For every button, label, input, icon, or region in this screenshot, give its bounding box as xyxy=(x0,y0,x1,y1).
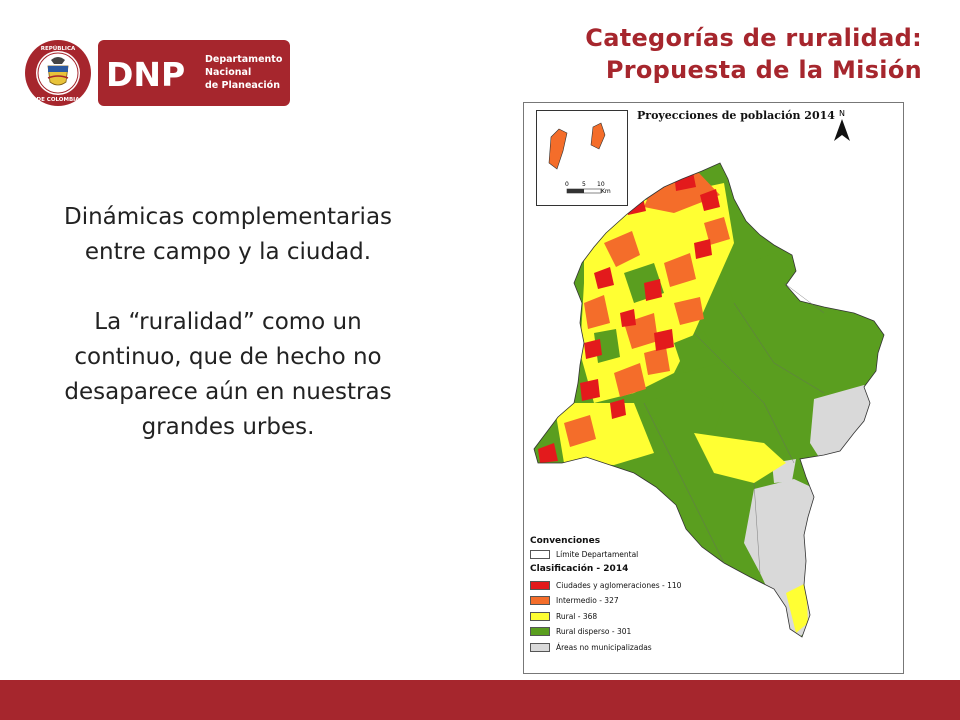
inset-map-islands xyxy=(536,110,628,206)
map-title: Proyecciones de población 2014 xyxy=(637,109,835,122)
legend-row-rural xyxy=(530,609,790,625)
legend-swatch-boundary xyxy=(530,550,550,559)
legend-row-ciudades xyxy=(530,578,790,594)
population-map-figure xyxy=(523,102,904,674)
slide-title xyxy=(422,22,922,86)
scale-label-unit: Km xyxy=(601,188,611,195)
body-paragraph-2: La “ruralidad” como un continuo, que de hecho no desaparece aún en nuestras grandes urbes. xyxy=(64,309,392,440)
legend-swatch-rural-disperso xyxy=(530,627,550,636)
logo-acronym: DNP xyxy=(106,55,186,94)
legend-heading: Convenciones xyxy=(530,536,601,546)
body-paragraph-1: Dinámicas complementarias entre campo y la ciudad. xyxy=(63,204,393,265)
legend-row-no-municipalizadas xyxy=(530,640,790,656)
legend-swatch-intermedio xyxy=(530,596,550,605)
scale-label-10: 10 xyxy=(597,181,605,188)
north-arrow-icon xyxy=(830,107,854,143)
footer-bar xyxy=(0,680,960,720)
legend-label-rural-disperso: Rural disperso - 301 xyxy=(556,627,632,637)
slide-title-line-2: Propuesta de la Misión xyxy=(605,56,922,84)
seal-bottom-text: DE COLOMBIA xyxy=(36,97,80,103)
scale-label-0: 0 xyxy=(565,181,569,188)
legend-label-ciudades: Ciudades y aglomeraciones - 110 xyxy=(556,580,682,590)
map-legend xyxy=(530,535,790,655)
dnp-logo-graphic xyxy=(24,38,292,108)
body-text xyxy=(48,200,408,445)
logo-line-3: de Planeación xyxy=(205,80,280,91)
legend-swatch-rural xyxy=(530,612,550,621)
inset-map-graphic xyxy=(537,111,627,205)
legend-classification-heading: Clasificación - 2014 xyxy=(530,563,629,574)
seal-top-text: REPÚBLICA xyxy=(40,46,76,52)
legend-swatch-no-municipalizadas xyxy=(530,643,550,652)
legend-label-rural: Rural - 368 xyxy=(556,611,598,621)
north-label: N xyxy=(839,109,845,118)
logo-line-1: Departamento xyxy=(205,54,283,65)
slide-title-line-1: Categorías de ruralidad: xyxy=(585,24,922,52)
legend-row-boundary xyxy=(530,547,790,563)
scale-label-5: 5 xyxy=(582,181,586,188)
dnp-logo xyxy=(24,38,292,108)
legend-label-intermedio: Intermedio - 327 xyxy=(556,596,619,606)
legend-label-boundary: Límite Departamental xyxy=(556,550,639,560)
legend-row-intermedio xyxy=(530,593,790,609)
legend-row-rural-disperso xyxy=(530,624,790,640)
legend-label-no-municipalizadas: Áreas no municipalizadas xyxy=(556,642,652,652)
legend-swatch-ciudades xyxy=(530,581,550,590)
logo-line-2: Nacional xyxy=(205,67,252,78)
